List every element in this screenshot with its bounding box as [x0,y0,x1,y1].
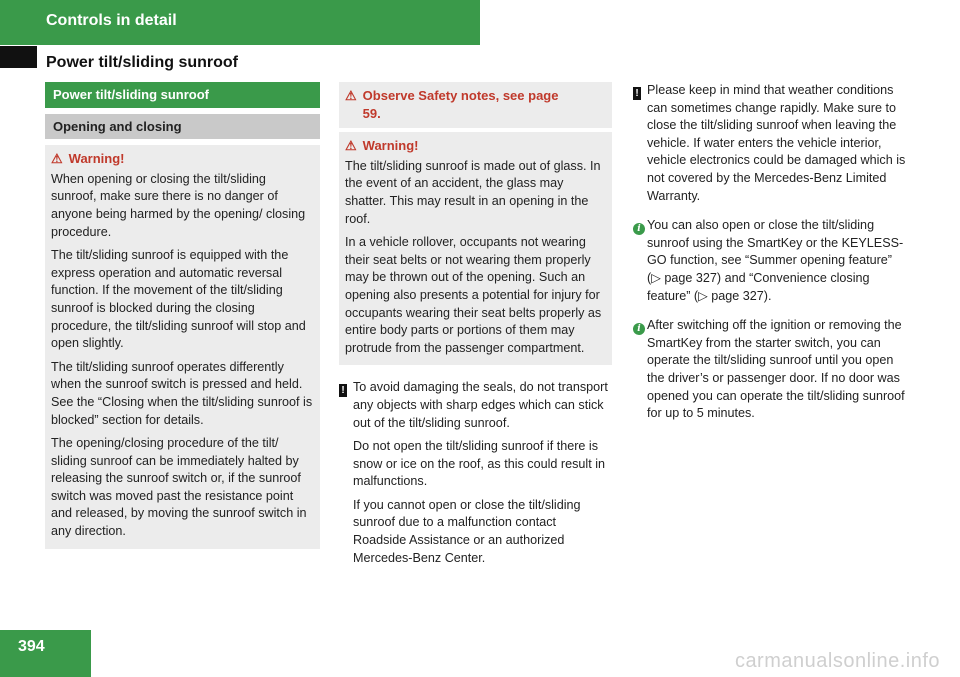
warning-heading [345,137,606,155]
warning-paragraph: The tilt/sliding sunroof is made out of glass. In the event of an accident, the glass may shatter. This may result in an opening in the roof. [345,158,601,226]
warning-heading [51,150,314,168]
info-note [633,317,908,423]
warning-triangle-icon: ⚠ [51,151,63,167]
section-title: Controls in detail [46,12,177,29]
note-paragraph: If you cannot open or close the tilt/sliding sunroof due to a malfunction contact Roadside Assistance or an authorized Mercedes-Benz Center. [353,497,581,565]
warning-triangle-icon: ⚠ [345,88,357,103]
warning-title: Warning! [362,138,419,154]
header-marker [0,46,37,68]
warning-paragraph: In a vehicle rollover, occupants not wearing their seat belts or not wearing them properly may be thrown out of the opening. Such an opening also presents a potential for injury for occupants wearing their seat belts properly as entire body parts or portions of them may protrude from the passenger compartment. [345,235,602,355]
warning-paragraph: The opening/closing procedure of the tilt/ sliding sunroof can be immediately halted by releasing the sunroof switch or, if the sunroof switch was moved past the resistance point and released, by moving the sunroof switch in any direction. [51,436,307,539]
page-title: Power tilt/sliding sunroof [46,54,238,71]
safety-note-box [339,82,612,128]
warning-box [339,132,612,365]
column-right [633,82,908,429]
warning-paragraph: The tilt/sliding sunroof is equipped with the express operation and automatic reversal function. If the movement of the tilt/sliding sunroof is blocked during the closing procedure, the tilt/sliding sunroof will stop and open slightly. [51,248,306,351]
warning-paragraph: The tilt/sliding sunroof operates differently when the sunroof switch is pressed and held. See the “Closing when the tilt/sliding sunroof is blocked” section for details. [51,359,313,427]
page-number: 394 [18,638,45,655]
gray-heading: Opening and closing [45,114,320,140]
warning-box [45,145,320,548]
info-icon: i [633,223,645,235]
column-middle [339,82,612,573]
info-note [633,217,908,305]
column-left [45,82,320,549]
info-text: You can also open or close the tilt/sliding sunroof using the SmartKey or the KEYLESS-GO function, see “Summer opening feature” (▷ page 327) and “Convenience closing feature” (▷ page 327). [647,218,904,303]
caution-note [339,379,612,567]
watermark: carmanualsonline.info [734,650,940,672]
info-icon: i [633,323,645,335]
green-heading: Power tilt/sliding sunroof [45,82,320,108]
caution-note [633,82,908,205]
exclamation-icon: ! [633,87,641,100]
note-text: Please keep in mind that weather conditions can sometimes change rapidly. Make sure to close the tilt/sliding sunroof when leaving the vehicle. If water enters the vehicle interior, vehicle electronics could be damaged which is not covered by the Mercedes-Benz Limited Warranty. [647,83,906,203]
info-text: After switching off the ignition or removing the SmartKey from the starter switch, you can operate the tilt/sliding sunroof until you open the driver’s or passenger door. If no door was opened you can operate the tilt/sliding sunroof for up to 5 minutes. [647,318,905,421]
warning-triangle-icon: ⚠ [345,138,357,154]
note-paragraph: To avoid damaging the seals, do not transport any objects with sharp edges which can stick out of the tilt/sliding sunroof. [353,380,608,430]
note-paragraph: Do not open the tilt/sliding sunroof if there is snow or ice on the roof, as this could result in malfunctions. [353,439,606,489]
safety-note-text: Observe Safety notes, see page 59. [362,88,559,121]
page-number-box [0,630,91,677]
warning-paragraph: When opening or closing the tilt/sliding sunroof, make sure there is no danger of anyone being harmed by the opening/ closing procedure. [51,171,306,239]
exclamation-icon: ! [339,384,347,397]
warning-title: Warning! [68,151,125,167]
